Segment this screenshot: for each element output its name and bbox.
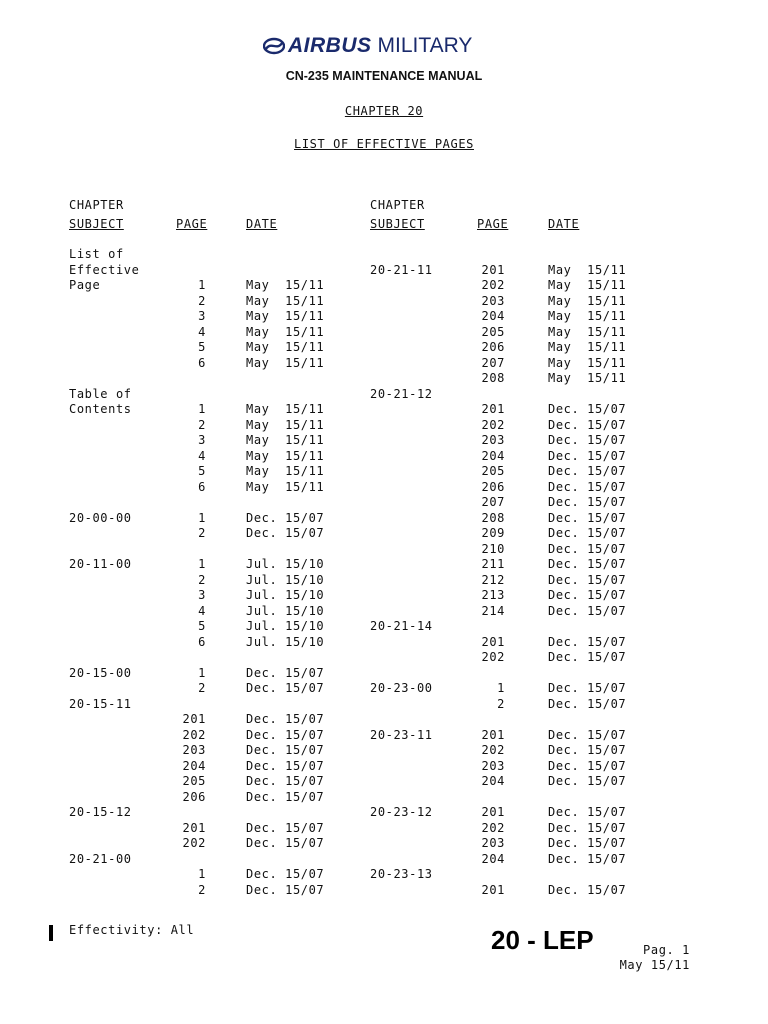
- airbus-logo: [263, 33, 472, 59]
- chapter-title: CHAPTER 20: [344, 104, 424, 118]
- logo-light-text: MILITARY: [377, 34, 473, 57]
- page-date: May 15/11: [619, 958, 690, 972]
- left-header-page: PAGE: [176, 217, 208, 231]
- right-date-column: May 15/11 May 15/11 May 15/11 May 15/11 May 15/11 May 15/11 May 15/11 May 15/11 Dec. 15/07 Dec. 15/07 Dec. 15/07 Dec. 15/07 Dec. 15/07 Dec. 15/07 Dec. 15/07 Dec. 15/07 Dec. 15/07 Dec. 15/07 Dec. 15/07 Dec. 15/07 Dec. 15/07 Dec. 15/07 Dec. 15/07 Dec. 15/07 Dec. 15/07 Dec. 15/07 Dec. 15/07 Dec. 15/07 Dec. 15/07 Dec. 15/07 Dec. 15/07 Dec. 15/07 Dec. 15/07 Dec. 15/07 Dec. 15/07: [548, 262, 627, 897]
- left-date-column: May 15/11 May 15/11 May 15/11 May 15/11 May 15/11 May 15/11 May 15/11 May 15/11 May 15/11 May 15/11 May 15/11 May 15/11 Dec. 15/07 Dec. 15/07 Jul. 15/10 Jul. 15/10 Jul. 15/10 Jul. 15/10 Jul. 15/10 Jul. 15/10 Dec. 15/07 Dec. 15/07 Dec. 15/07 Dec. 15/07 Dec. 15/07 Dec. 15/07 Dec. 15/07 Dec. 15/07 Dec. 15/07 Dec. 15/07 Dec. 15/07 Dec. 15/07: [246, 278, 325, 897]
- logo-bold-text: AIRBUS: [288, 34, 372, 57]
- right-page-column: 201 202 203 204 205 206 207 208 201 202 203 204 205 206 207 208 209 210 211 212 213 214 201 202 1 2 201 202 203 204 201 202 203 204 201: [481, 262, 505, 897]
- right-header-chapter: CHAPTER: [370, 198, 425, 212]
- section-label: 20 - LEP: [491, 925, 594, 955]
- airbus-swirl-icon: [263, 37, 285, 55]
- lep-title: LIST OF EFFECTIVE PAGES: [294, 137, 474, 151]
- manual-title: CN-235 MAINTENANCE MANUAL: [285, 69, 483, 83]
- left-header-date: DATE: [246, 217, 278, 231]
- right-header-page: PAGE: [477, 217, 509, 231]
- left-header-chapter: CHAPTER: [69, 198, 124, 212]
- right-header-subject: SUBJECT: [370, 217, 425, 231]
- page-number: Pag. 1: [643, 943, 690, 957]
- left-page-column: 1 2 3 4 5 6 1 2 3 4 5 6 1 2 1 2 3 4 5 6 1 2 201 202 203 204 205 206 201 202 1 2: [182, 278, 206, 897]
- right-subject-column: 20-21-11 20-21-12 20-21-14 20-23-00 20-23-11 20-23-12 20-23-13: [370, 262, 433, 881]
- effectivity-text: Effectivity: All: [69, 923, 195, 937]
- right-header-date: DATE: [548, 217, 580, 231]
- left-header-subject: SUBJECT: [69, 217, 124, 231]
- effectivity-change-bar: [49, 925, 53, 941]
- left-subject-column: List of Effective Page Table of Contents 20-00-00 20-11-00 20-15-00 20-15-11 20-15-12 20-21-00: [69, 247, 140, 866]
